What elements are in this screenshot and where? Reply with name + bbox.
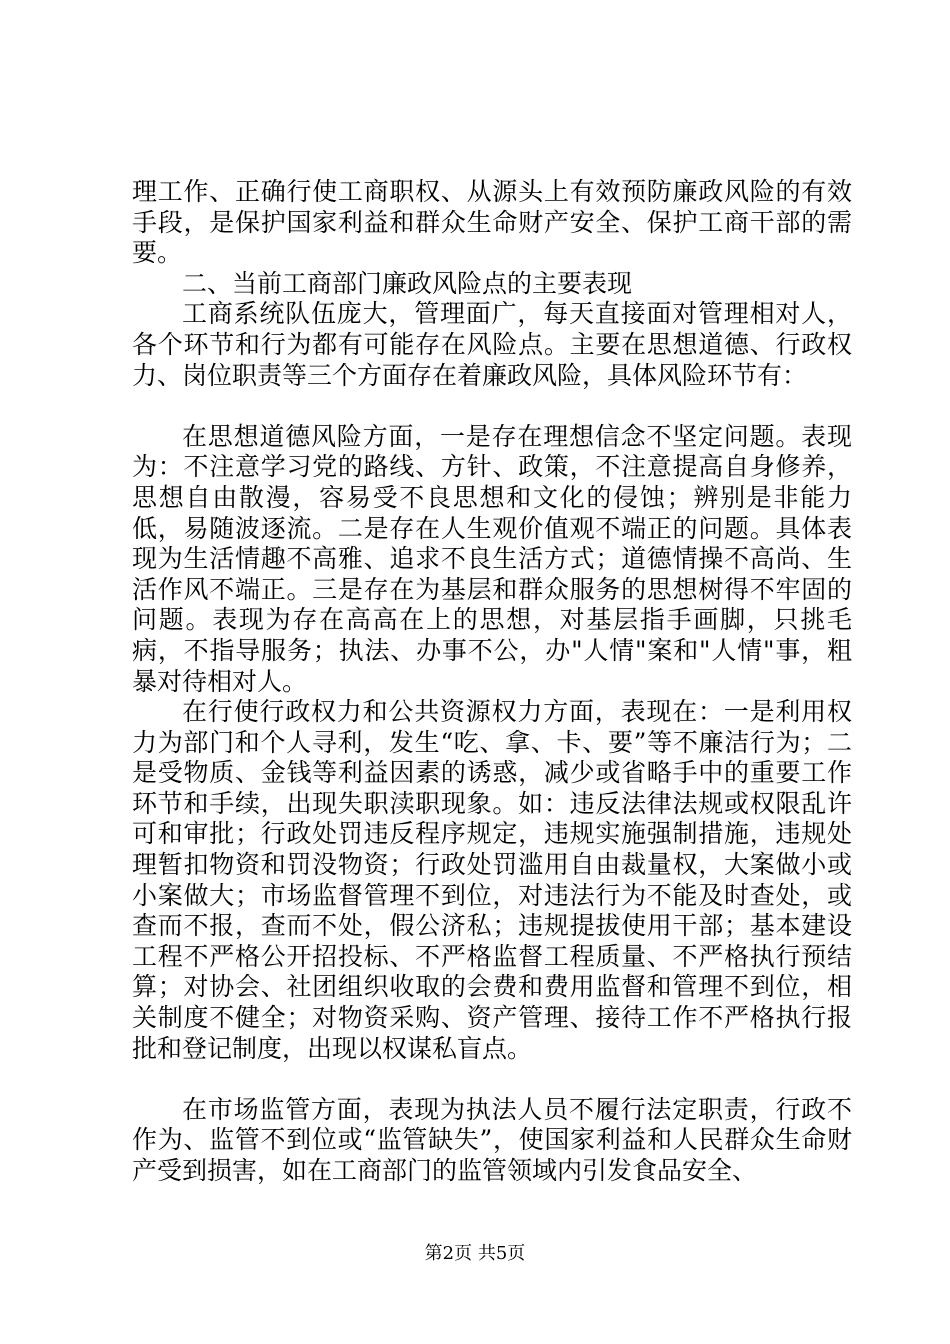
- section-heading: 二、当前工商部门廉政风险点的主要表现: [182, 268, 633, 298]
- paragraph-power-risk: 在行使行政权力和公共资源权力方面，表现在：一是利用权力为部门和个人寻利，发生“吃、拿、卡、要”等不廉洁行为；二是受物质、金钱等利益因素的诱惑，减少或省略手中的重要工作环节和手续，出现失职渎职现象。如：违反法律法规或权限乱许可和审批；行政处罚违反程序规定，违规实施强制措施，违规处理暂扣物资和罚没物资；行政处罚滥用自由裁量权，大案做小或小案做大；市场监督管理不到位，对违法行为不能及时查处，或查而不报，查而不处，假公济私；违规提拔使用干部；基本建设工程不严格公开招投标、不严格监督工程质量、不严格执行预结算；对协会、社团组织收取的会费和费用监督和管理不到位，相关制度不健全；对物资采购、资产管理、接待工作不严格执行报批和登记制度，出现以权谋私盲点。: [132, 697, 852, 1063]
- document-body: [132, 177, 852, 1187]
- page-footer: [0, 1243, 950, 1265]
- paragraph-continuation: 理工作、正确行使工商职权、从源头上有效预防廉政风险的有效手段，是保护国家利益和群众生命财产安全、保护工商干部的需要。: [132, 177, 852, 268]
- paragraph-market-supervision: 在市场监管方面，表现为执法人员不履行法定职责，行政不作为、监管不到位或“监管缺失”，使国家利益和人民群众生命财产受到损害，如在工商部门的监管领域内引发食品安全、: [132, 1094, 852, 1185]
- page-number: 第2页 共5页: [424, 1243, 526, 1264]
- paragraph-overview: 工商系统队伍庞大，管理面广，每天直接面对管理相对人，各个环节和行为都有可能存在风险点。主要在思想道德、行政权力、岗位职责等三个方面存在着廉政风险，具体风险环节有：: [132, 299, 852, 390]
- paragraph-moral-risk: 在思想道德风险方面，一是存在理想信念不坚定问题。表现为：不注意学习党的路线、方针、政策，不注意提高自身修养，思想自由散漫，容易受不良思想和文化的侵蚀；辨别是非能力低，易随波逐流。二是存在人生观价值观不端正的问题。具体表现为生活情趣不高雅、追求不良生活方式；道德情操不高尚、生活作风不端正。三是存在为基层和群众服务的思想树得不牢固的问题。表现为存在高高在上的思想，对基层指手画脚，只挑毛病，不指导服务；执法、办事不公，办"人情"案和"人情"事，粗暴对待相对人。: [132, 421, 852, 696]
